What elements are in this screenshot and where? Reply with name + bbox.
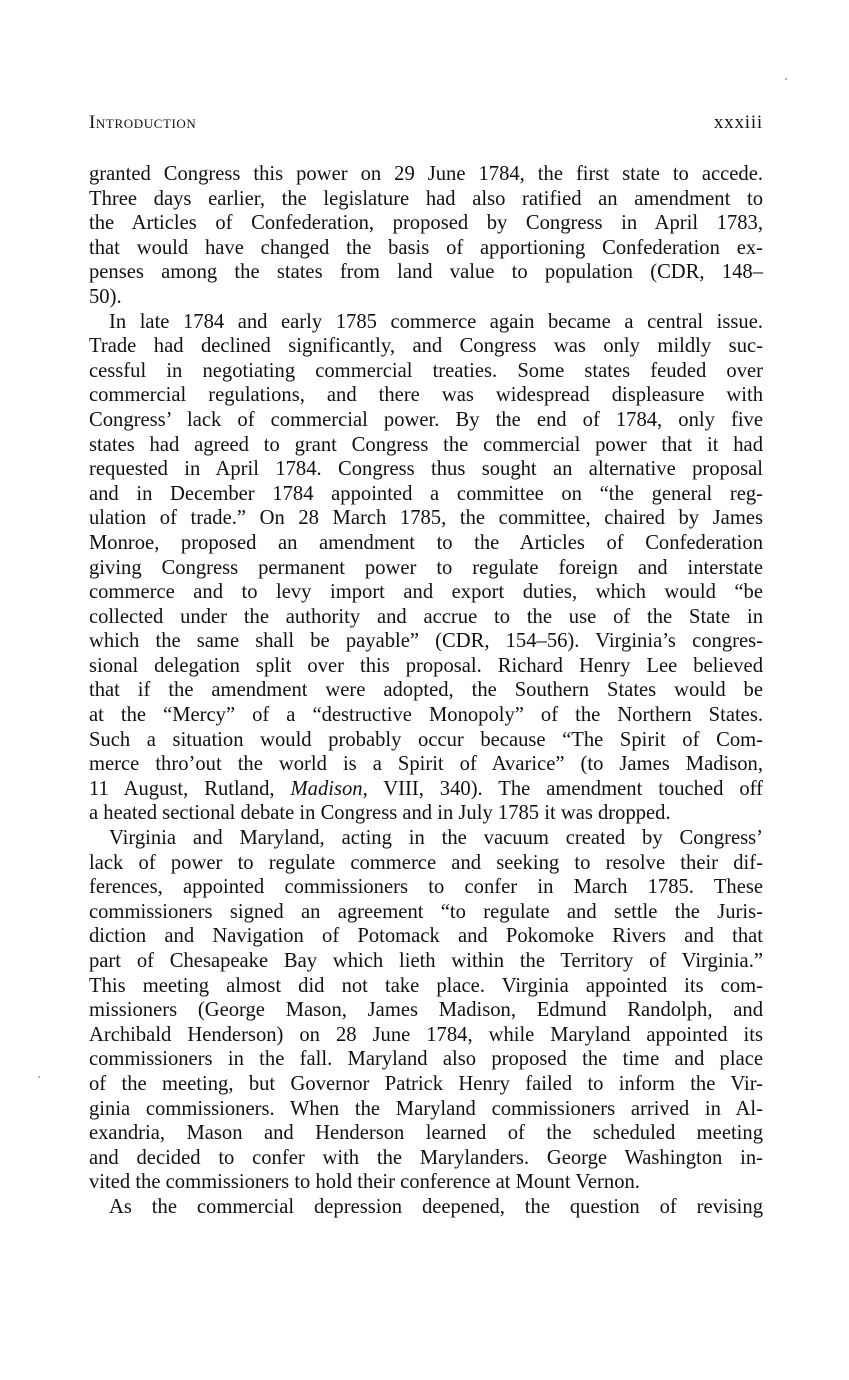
text-line: and decided to confer with the Marylanders. George Washington in-: [89, 1146, 763, 1169]
text-line: penses among the states from land value to population (CDR, 148–: [89, 261, 763, 284]
text-line: requested in April 1784. Congress thus sought an alternative proposal: [89, 458, 763, 481]
text-line: diction and Navigation of Potomack and Pokomoke Rivers and that: [89, 925, 763, 948]
text-line: 11 August, Rutland, Madison, VIII, 340). The amendment touched off: [89, 777, 763, 800]
text-line: Archibald Henderson) on 28 June 1784, while Maryland appointed its: [89, 1023, 763, 1046]
text-line: part of Chesapeake Bay which lieth within the Territory of Virginia.”: [89, 950, 763, 972]
text-line: giving Congress permanent power to regulate foreign and interstate: [89, 556, 763, 579]
text-line: vited the commissioners to hold their conference at Mount Vernon.: [89, 1171, 640, 1194]
page-number: xxxiii: [713, 112, 763, 133]
text-line: that if the amendment were adopted, the Southern States would be: [89, 679, 763, 702]
paragraph: [89, 162, 763, 310]
text-line: commerce and to levy import and export duties, which would “be: [89, 581, 763, 604]
text-line: missioners (George Mason, James Madison, Edmund Randolph, and: [89, 999, 763, 1022]
text-line: Congress’ lack of commercial power. By the end of 1784, only five: [89, 408, 763, 431]
text-line: lack of power to regulate commerce and seeking to resolve their dif-: [89, 851, 763, 874]
text-line: Virginia and Maryland, acting in the vacuum created by Congress’: [109, 827, 763, 850]
text-line: merce thro’out the world is a Spirit of Avarice” (to James Madison,: [89, 753, 763, 776]
text-line: commissioners in the fall. Maryland also proposed the time and place: [89, 1048, 763, 1071]
text-line: In late 1784 and early 1785 commerce again became a central issue.: [109, 310, 763, 333]
text-line: Monroe, proposed an amendment to the Articles of Confederation: [89, 531, 763, 554]
text-line: a heated sectional debate in Congress and in July 1785 it was dropped.: [89, 802, 671, 825]
text-line: Trade had declined significantly, and Congress was only mildly suc-: [89, 335, 763, 358]
text-line: commercial regulations, and there was widespread displeasure with: [89, 384, 763, 407]
paragraph: [89, 826, 763, 1195]
paragraph: [89, 1195, 763, 1220]
text-line: 50).: [89, 285, 122, 308]
text-line: ginia commissioners. When the Maryland commissioners arrived in Al-: [89, 1097, 763, 1120]
text-line: cessful in negotiating commercial treaties. Some states feuded over: [89, 359, 763, 382]
text-line: granted Congress this power on 29 June 1784, the first state to accede.: [89, 163, 763, 185]
text-line: This meeting almost did not take place. Virginia appointed its com-: [89, 974, 763, 997]
text-line: Such a situation would probably occur because “The Spirit of Com-: [89, 728, 763, 751]
text-line: collected under the authority and accrue to the use of the State in: [89, 605, 763, 628]
text-line: of the meeting, but Governor Patrick Henry failed to inform the Vir-: [89, 1072, 763, 1095]
scan-speck: [785, 78, 787, 80]
text-line: Three days earlier, the legislature had also ratified an amendment to: [89, 187, 763, 210]
text-line: As the commercial depression deepened, the question of revising: [109, 1195, 763, 1218]
body-text: [89, 162, 763, 1220]
text-line: which the same shall be payable” (CDR, 154–56). Virginia’s congres-: [89, 630, 763, 653]
scan-speck: [38, 1076, 40, 1078]
paragraph: [89, 310, 763, 826]
text-line: sional delegation split over this proposal. Richard Henry Lee believed: [89, 654, 763, 677]
text-line: that would have changed the basis of apportioning Confederation ex-: [89, 236, 763, 259]
running-head: [89, 112, 763, 142]
text-line: commissioners signed an agreement “to regulate and settle the Juris-: [89, 900, 763, 923]
text-line: states had agreed to grant Congress the commercial power that it had: [89, 433, 763, 456]
book-page: [89, 112, 763, 1220]
text-line: at the “Mercy” of a “destructive Monopoly” of the Northern States.: [89, 704, 763, 727]
text-line: the Articles of Confederation, proposed by Congress in April 1783,: [89, 212, 763, 235]
text-line: ferences, appointed commissioners to confer in March 1785. These: [89, 876, 763, 899]
text-line: exandria, Mason and Henderson learned of the scheduled meeting: [89, 1122, 763, 1145]
text-line: ulation of trade.” On 28 March 1785, the committee, chaired by James: [89, 507, 763, 530]
text-line: and in December 1784 appointed a committee on “the general reg-: [89, 482, 763, 505]
running-title: Introduction: [89, 112, 197, 133]
